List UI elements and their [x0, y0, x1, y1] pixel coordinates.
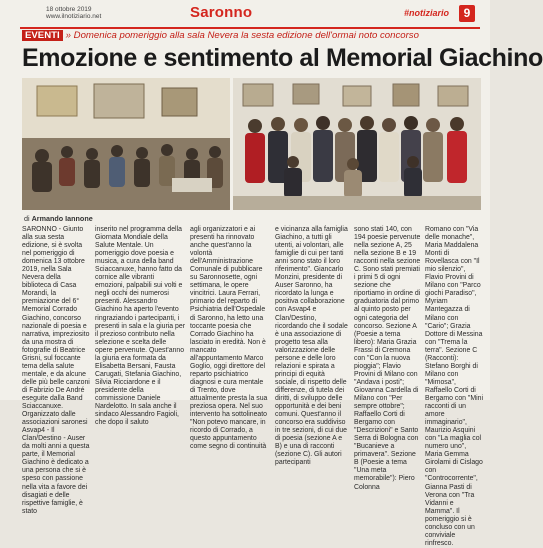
article-column-5	[354, 226, 422, 491]
photo-group	[233, 78, 481, 210]
column-text: SARONNO - Giunto alla sua sesta edizione, si è svolta nel pomeriggio di domenica 13 ottobre 2019, nella Sala Nevera della biblioteca di Casa Morandi, la premiazione del 6° Memorial Corrado Giachino, concorso nazionale di poesia e narrativa, impreziosito da una mostra di fotografie di Beatrice Grisni, sul foccante tema della salute mentale, e da alcune delle più belle canzoni di Fabrizio De André eseguite dalla Band Sciaccanuxe. Organizzato dalle associazioni saronesi Asvap4 - Il Clan/Destino - Auser da molti anni a questa parte, il Memorial Giachino è dedicato a una persona che si è speso con passione nella vita a favore dei disagiati e delle rispettive famiglie, è stato	[22, 226, 90, 515]
column-text: agli organizzatori e ai presenti ha rinnovato anche quest'anno la volontà dell'Amministrazione Comunale di pubblicare su Saronnosette, ogni settimana, le opere vincitrici. Laura Ferrari, primario del reparto di Psichiatria dell'Ospedale di Saronno, ha letto una toccante poesia che Corrado Giachino ha lasciato in eredità. Non è mancato all'appuntamento Marco Goglio, oggi direttore del reparto psichiatrico diagnosi e cura mentale di Trento, dove attualmente presta la sua preziosa opera. Nel suo intervento ha sottolineato "Non potevo mancare, in ricordo di Corrado, a questo appuntamento come segno di continuità	[190, 226, 268, 451]
photo-audience	[22, 78, 230, 210]
article-column-4	[275, 226, 350, 467]
photo-group-illustration	[233, 78, 481, 210]
column-text: sono stati 140, con 194 poesie pervenute nella sezione A, 25 nella sezione B e 19 racconti nella sezione C. Sono stati premiati i primi 5 di ogni sezione che riportiamo in ordine di graduatoria dal primo al quinto posto per ogni categoria del concorso. Sezione A (Poesie a tema libero): Maria Grazia Frassi di Cremona con "Con la nuova pioggia"; Flavio Provini di Milano con "Andava i posti"; Giovanna Cardella di Milano con "Per sempre ottobre"; Raffaello Corti di Bergamo con "Descrizioni" e Santo Serra di Bologna con "Bucanieve a primavera". Sezione B (Poesie a tema "Una meta memorabile"): Piero Colonna	[354, 226, 421, 491]
issue-date: 18 ottobre 2019	[46, 6, 92, 13]
column-text: e vicinanza alla famiglia Giachino, a tutti gli utenti, ai volontari, alle famiglie di cui per tanti anni sono stato il loro riferimento". Giancarlo Monzini, presidente di Auser Saronno, ha ricordato la lunga e positiva collaborazione con Asvap4 e Clan/Destino, ricordando che il sodale è una associazione di progetto tesa alla valorizzazione delle persone e delle loro relazioni e spirata a principi di equità sociale, di rispetto delle differenze, di tutela dei diritti, di sviluppo delle opportunità e dei beni comuni. Quest'anno il concorso era suddiviso in tre sezioni, di cui due di poesia (sezione A e B) e una di racconti (sezione C). Gli autori partecipanti	[275, 226, 348, 467]
byline-author: Armando Iannone	[31, 214, 93, 223]
byline-prefix: di	[24, 214, 30, 223]
kicker-text: » Domenica pomeriggio alla sala Nevera la sesta edizione dell'ormai noto concorso	[65, 30, 419, 41]
article-column-2	[95, 226, 186, 427]
site-url: www.ilnotiziario.net	[46, 13, 102, 20]
article-column-3	[190, 226, 270, 451]
kicker-label: EVENTI	[22, 30, 63, 41]
page-header	[0, 0, 490, 28]
page-number: 9	[459, 5, 475, 22]
column-text: Romano con "Via delle monache", Maria Maddalena Monti di Rovellasca con "Il mio silenzio", Flavio Provini di Milano con "Parco giochi Paradiso", Myriam Mantegazza di Milano con "Cario"; Grazia Dottore di Messina con "Trema la terra". Sezione C (Racconti): Stefano Borghi di Milano con "Mimosa", Raffaello Corti di Bergamo con "Mini racconti di un amore immaginario", Maurizio Asquini con "La maglia col numero uno", Maria Gemma Girolami di Cislago con "Controcorrente", Gianna Pasti di Verona con "Tra Vidanni e Mamma". Il pomeriggio si è concluso con un conviviale rinfresco.	[425, 226, 483, 547]
article-column-6	[425, 226, 483, 547]
kicker-line	[22, 30, 482, 43]
byline	[24, 214, 93, 223]
column-text: inserito nel programma della Giornata Mondiale della Salute Mentale. Un pomeriggio dove poesia e musica, a cura della band Sciaccanuxe, hanno fatto da cornice alle vibranti emozioni, palpabili sui volti e negli occhi dei numerosi presenti. Alessandro Giachino ha aperto l'evento ringraziando i partecipanti, i presenti in sala e la giuria per il prezioso contributo nella selezione e scelta delle opere pervenute. Quest'anno la giuria era formata da Elisabetta Bersani, Fausta Carugati, Stefania Giachino, Silvia Ricciardone e il presidente della commissione Daniele Nardelotto. In sala anche il sindaco Alessandro Fagioli, che dopo il saluto	[95, 226, 186, 427]
section-city: Saronno	[190, 4, 253, 21]
header-rule	[20, 27, 480, 29]
photo-audience-illustration	[22, 78, 230, 210]
article-column-1	[22, 226, 90, 515]
headline: Emozione e sentimento al Memorial Giachino	[22, 44, 543, 72]
section-tag: #notiziario	[404, 8, 450, 18]
